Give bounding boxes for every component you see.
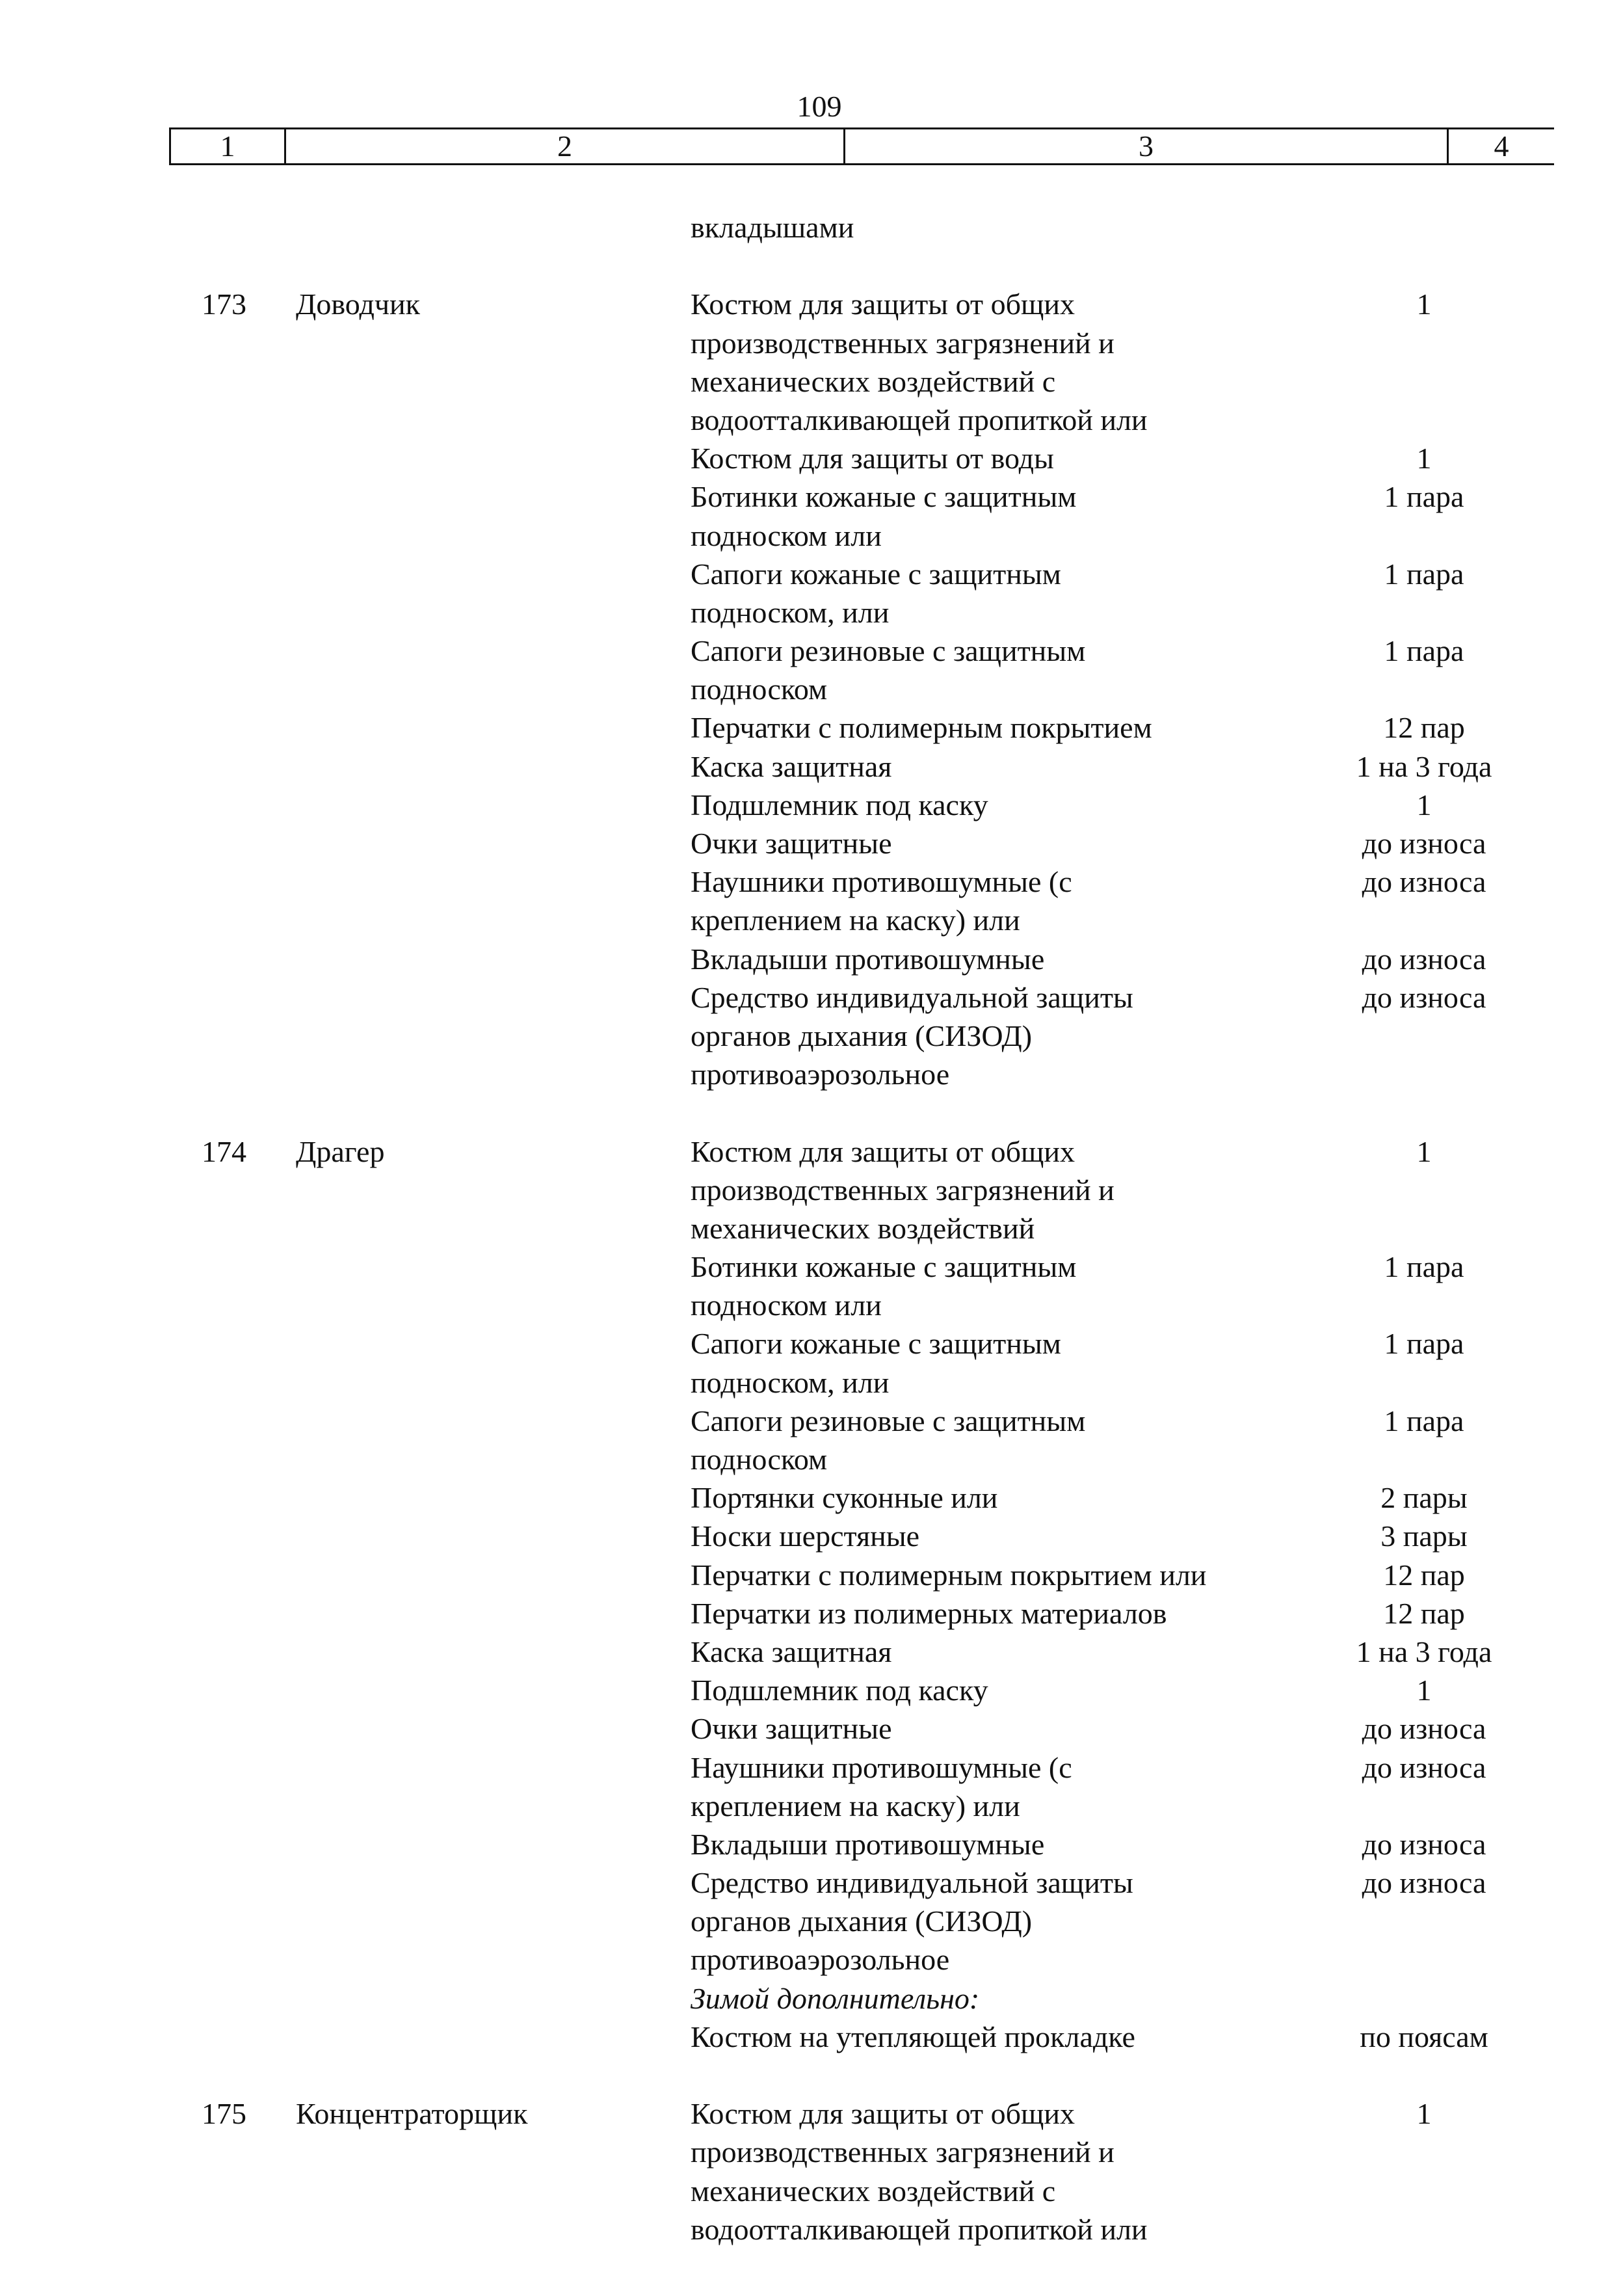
ppe-item-text: противоаэрозольное	[691, 1943, 950, 1977]
entry-number: 175	[202, 2097, 246, 2131]
table-row	[0, 1671, 1623, 1709]
issue-norm: 1 пара	[1384, 1250, 1464, 1284]
table-row	[0, 324, 1623, 362]
table-row	[0, 824, 1623, 862]
table-row	[0, 1825, 1623, 1863]
issue-norm: до износа	[1362, 827, 1486, 860]
header-col-4: 4	[1494, 129, 1509, 163]
issue-norm: 1 на 3 года	[1356, 749, 1492, 783]
ppe-item-text: Средство индивидуальной защиты	[691, 980, 1133, 1014]
issue-norm: 1	[1416, 1674, 1432, 1707]
table-row	[0, 1286, 1623, 1324]
header-col-1: 1	[169, 129, 286, 163]
ppe-item-text: производственных загрязнений и	[691, 1173, 1115, 1207]
profession-name: Доводчик	[296, 287, 420, 321]
table-row	[0, 1478, 1623, 1517]
ppe-item-text: Очки защитные	[691, 1712, 892, 1746]
ppe-item-text: Вкладыши противошумные	[691, 1827, 1045, 1861]
ppe-item-text: Костюм на утепляющей прокладке	[691, 2020, 1135, 2053]
table-row	[0, 670, 1623, 708]
issue-norm: до износа	[1362, 1750, 1486, 1784]
table-row	[0, 1017, 1623, 1055]
profession-name: Драгер	[296, 1134, 385, 1168]
ppe-item-text: водоотталкивающей пропиткой или	[691, 403, 1148, 436]
header-col-2: 2	[286, 129, 845, 163]
ppe-item-text: подноском	[691, 673, 828, 706]
issue-norm: 1	[1416, 287, 1432, 321]
ppe-item-text: Вкладыши противошумные	[691, 942, 1045, 976]
ppe-item-text: подноском или	[691, 1288, 882, 1322]
table-row	[0, 786, 1623, 824]
entry-number: 173	[202, 287, 246, 321]
ppe-item-text: Средство индивидуальной защиты	[691, 1866, 1133, 1900]
table-row	[0, 1402, 1623, 1440]
ppe-item-text: органов дыхания (СИЗОД)	[691, 1019, 1033, 1052]
entry-gap	[0, 2056, 1623, 2094]
ppe-item-text: механических воздействий с	[691, 2174, 1056, 2208]
table-row	[0, 1324, 1623, 1363]
ppe-item-text: Подшлемник под каску	[691, 1674, 988, 1707]
table-body	[0, 208, 1623, 2249]
table-row	[0, 477, 1623, 516]
table-row	[0, 1171, 1623, 1209]
table-row	[0, 632, 1623, 670]
entry-number: 174	[202, 1134, 246, 1168]
issue-norm: 12 пар	[1383, 1558, 1465, 1592]
table-row	[0, 1594, 1623, 1633]
ppe-item-text: Наушники противошумные (с	[691, 1750, 1072, 1784]
ppe-item-text: Ботинки кожаные с защитным	[691, 480, 1077, 514]
issue-norm: 1 пара	[1384, 557, 1464, 591]
table-row	[0, 1902, 1623, 1940]
table-row	[0, 2133, 1623, 2171]
issue-norm: до износа	[1362, 1712, 1486, 1746]
table-row	[0, 1363, 1623, 1402]
table-row	[0, 1517, 1623, 1555]
table-row	[0, 516, 1623, 555]
ppe-item-text: механических воздействий с	[691, 364, 1056, 398]
ppe-item-text: подноском	[691, 1443, 828, 1476]
table-row	[0, 978, 1623, 1017]
issue-norm: до износа	[1362, 942, 1486, 976]
issue-norm: 1 пара	[1384, 480, 1464, 514]
ppe-item-text: Подшлемник под каску	[691, 788, 988, 821]
issue-norm: 1 на 3 года	[1356, 1635, 1492, 1668]
issue-norm: 12 пар	[1383, 711, 1465, 745]
table-row	[0, 593, 1623, 632]
issue-norm: 12 пар	[1383, 1596, 1465, 1630]
table-row	[0, 1748, 1623, 1787]
ppe-item-text: подноском или	[691, 518, 882, 552]
table-row	[0, 747, 1623, 786]
ppe-item-text: органов дыхания (СИЗОД)	[691, 1904, 1033, 1938]
issue-norm: 1	[1416, 788, 1432, 821]
table-row	[0, 1863, 1623, 1902]
table-row	[0, 1132, 1623, 1171]
issue-norm: до износа	[1362, 980, 1486, 1014]
ppe-item-text: Перчатки с полимерным покрытием	[691, 711, 1152, 745]
table-row	[0, 1787, 1623, 1825]
issue-norm: 1 пара	[1384, 1404, 1464, 1437]
issue-norm: до износа	[1362, 1866, 1486, 1900]
ppe-item-text: водоотталкивающей пропиткой или	[691, 2212, 1148, 2246]
issue-norm: 1 пара	[1384, 634, 1464, 668]
ppe-item-text: креплением на каску) или	[691, 1789, 1020, 1822]
ppe-item-text: Костюм для защиты от воды	[691, 442, 1054, 475]
ppe-item-text: производственных загрязнений и	[691, 326, 1115, 360]
ppe-item-text: креплением на каску) или	[691, 903, 1020, 937]
ppe-item-text: Сапоги резиновые с защитным	[691, 1404, 1086, 1437]
ppe-item-text: Костюм для защиты от общих	[691, 287, 1075, 321]
table-row	[0, 1556, 1623, 1594]
ppe-item-text: Костюм для защиты от общих	[691, 1134, 1075, 1168]
table-row	[0, 401, 1623, 439]
table-row	[0, 1979, 1623, 2018]
ppe-item-text: Каска защитная	[691, 1635, 892, 1668]
table-row	[0, 708, 1623, 747]
ppe-item-text: подноском, или	[691, 595, 890, 629]
table-row	[0, 2018, 1623, 2056]
table-row	[0, 1633, 1623, 1671]
issue-norm: 2 пары	[1380, 1481, 1468, 1515]
ppe-item-text: Ботинки кожаные с защитным	[691, 1250, 1077, 1284]
table-row	[0, 940, 1623, 978]
issue-norm: 1 пара	[1384, 1327, 1464, 1361]
header-col-3: 3	[845, 129, 1449, 163]
issue-norm: до износа	[1362, 865, 1486, 899]
table-row	[0, 1248, 1623, 1286]
table-row	[0, 555, 1623, 593]
table-row	[0, 1940, 1623, 1979]
entry-gap	[0, 1093, 1623, 1132]
ppe-item-text: противоаэрозольное	[691, 1058, 950, 1091]
ppe-item-text: Очки защитные	[691, 827, 892, 860]
ppe-item-text: Каска защитная	[691, 749, 892, 783]
issue-norm: 3 пары	[1380, 1519, 1468, 1553]
ppe-item-text: Наушники противошумные (с	[691, 865, 1072, 899]
page-number: 109	[797, 90, 842, 123]
table-row	[0, 285, 1623, 323]
ppe-item-text: Носки шерстяные	[691, 1519, 920, 1553]
table-row	[0, 901, 1623, 939]
table-header-row	[169, 127, 1554, 165]
table-row	[0, 1209, 1623, 1248]
table-row	[0, 2210, 1623, 2249]
issue-norm: 1	[1416, 1134, 1432, 1168]
ppe-item-text: Сапоги резиновые с защитным	[691, 634, 1086, 668]
ppe-item-text: Перчатки с полимерным покрытием или	[691, 1558, 1207, 1592]
issue-norm: по поясам	[1360, 2020, 1488, 2053]
table-row	[0, 1440, 1623, 1478]
ppe-item-text: подноском, или	[691, 1365, 890, 1399]
carryover-text: вкладышами	[691, 211, 854, 244]
ppe-item-text: механических воздействий	[691, 1211, 1035, 1245]
carryover-line	[0, 208, 1623, 247]
ppe-item-text: Зимой дополнительно:	[691, 1981, 980, 2015]
ppe-item-text: Костюм для защиты от общих	[691, 2097, 1075, 2131]
ppe-item-text: производственных загрязнений и	[691, 2135, 1115, 2169]
issue-norm: 1	[1416, 442, 1432, 475]
table-row	[0, 862, 1623, 901]
table-row	[0, 1055, 1623, 1093]
table-row	[0, 2094, 1623, 2133]
ppe-item-text: Портянки суконные или	[691, 1481, 998, 1515]
table-row	[0, 1709, 1623, 1748]
table-row	[0, 439, 1623, 477]
issue-norm: 1	[1416, 2097, 1432, 2131]
ppe-item-text: Сапоги кожаные с защитным	[691, 1327, 1061, 1361]
table-row	[0, 362, 1623, 401]
table-row	[0, 2172, 1623, 2210]
issue-norm: до износа	[1362, 1827, 1486, 1861]
profession-name: Концентраторщик	[296, 2097, 528, 2131]
ppe-item-text: Сапоги кожаные с защитным	[691, 557, 1061, 591]
entry-gap	[0, 247, 1623, 285]
ppe-item-text: Перчатки из полимерных материалов	[691, 1596, 1167, 1630]
